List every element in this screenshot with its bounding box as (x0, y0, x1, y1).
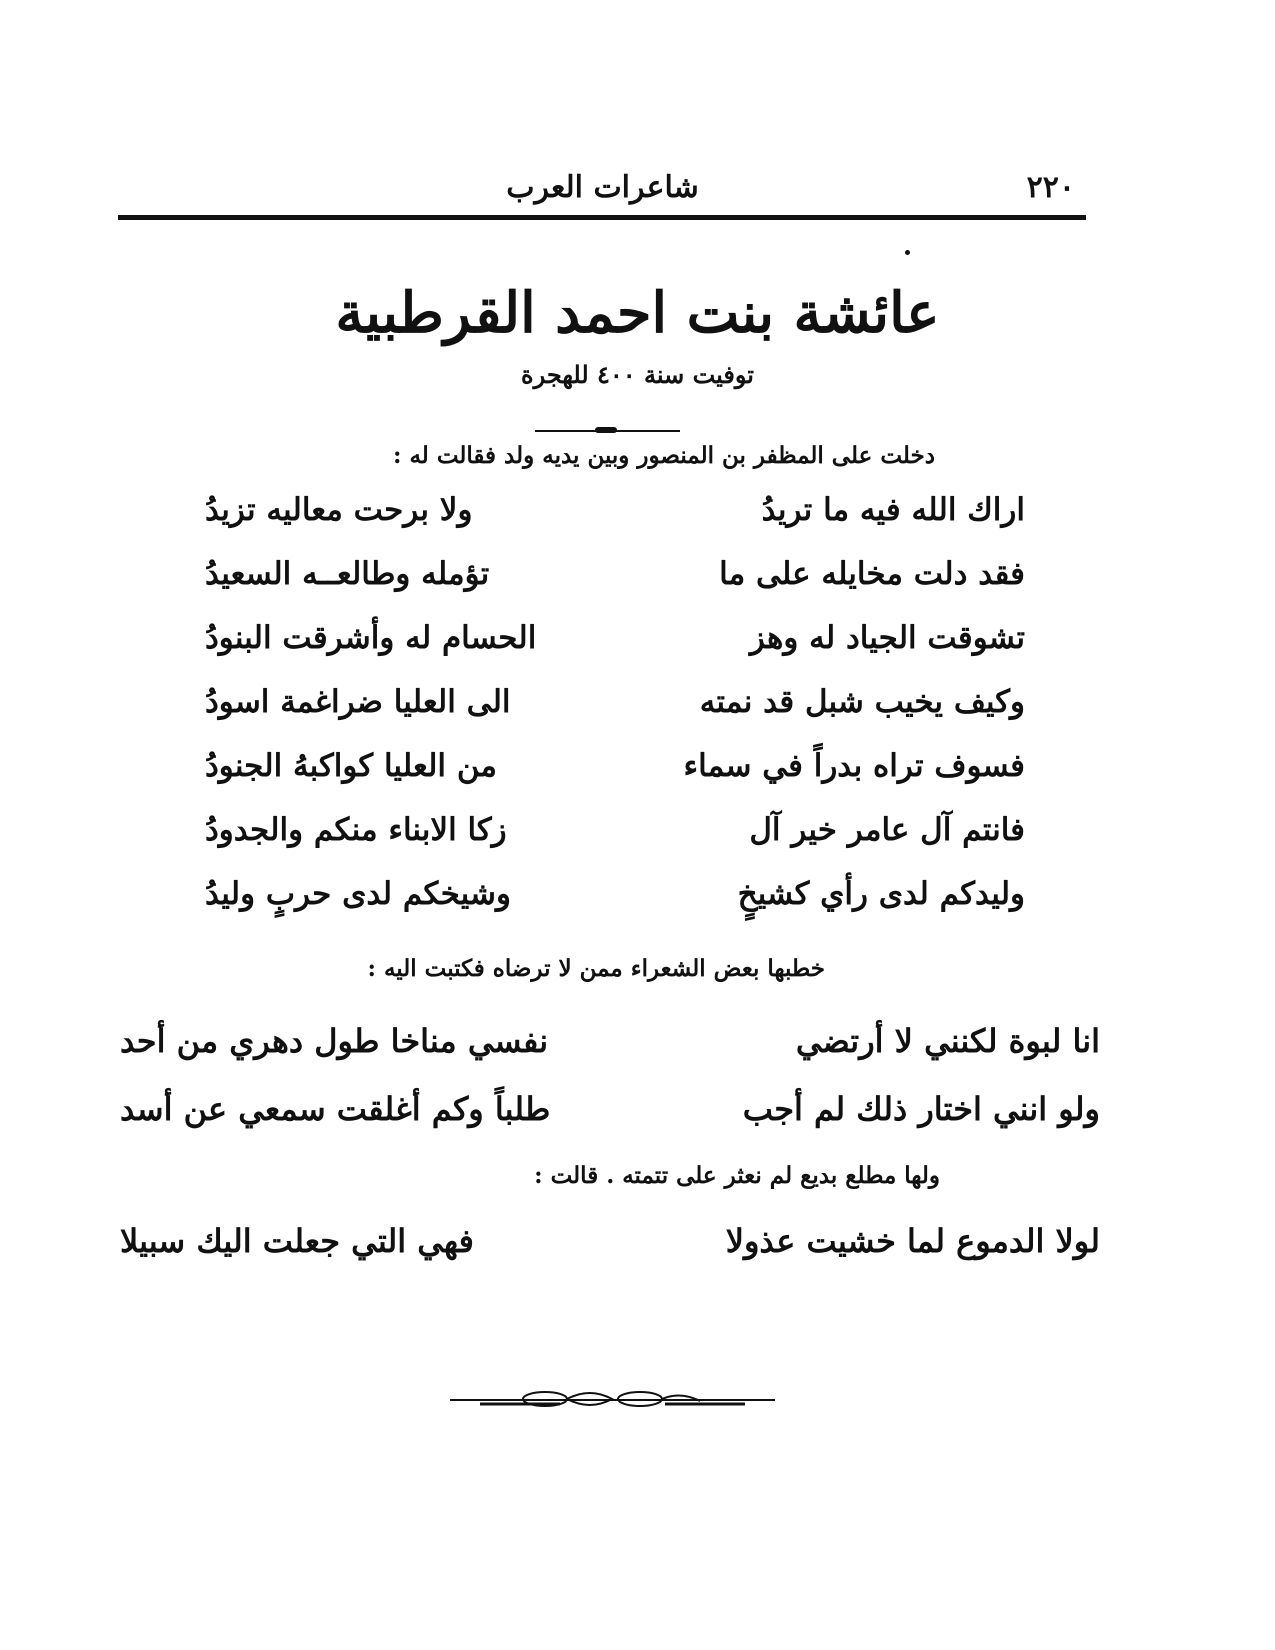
verse-second-hemistich: زكا الابناء منكم والجدودُ (205, 812, 507, 848)
verse-first-hemistich: وكيف يخيب شبل قد نمته (699, 684, 1025, 720)
verse-first-hemistich: وليدكم لدى رأي كشيخٍ (737, 876, 1025, 912)
entry-subtitle: توفيت سنة ٤٠٠ للهجرة (521, 360, 754, 389)
verse-line (120, 1090, 1100, 1136)
verse-first-hemistich: تشوقت الجياد له وهز (749, 620, 1025, 656)
verse-second-hemistich: وشيخكم لدى حربٍ وليدُ (205, 876, 511, 912)
ink-speck (905, 250, 910, 255)
verse-line (120, 1222, 1100, 1268)
verse-first-hemistich: اراك الله فيه ما تريدُ (761, 492, 1025, 528)
verse-line (205, 812, 1025, 858)
intro-paragraph-2: خطبها بعض الشعراء ممن لا ترضاه فكتبت اليه : (367, 955, 825, 982)
intro-paragraph-3: ولها مطلع بديع لم نعثر على تتمته . قالت : (534, 1162, 940, 1189)
verse-first-hemistich: فقد دلت مخايله على ما (719, 556, 1025, 592)
verse-line (205, 876, 1025, 922)
verse-first-hemistich: انا لبوة لكنني لا أرتضي (795, 1022, 1100, 1060)
page-number: ٢٢٠ (1026, 170, 1075, 205)
verse-first-hemistich: ولو انني اختار ذلك لم أجب (742, 1090, 1100, 1128)
verse-line (205, 748, 1025, 794)
intro-paragraph-1: دخلت على المظفر بن المنصور وبين يديه ولد فقالت له : (392, 442, 935, 469)
verse-second-hemistich: الحسام له وأشرقت البنودُ (205, 620, 537, 656)
entry-title: عائشة بنت احمد القرطبية (335, 280, 940, 346)
verse-line (205, 684, 1025, 730)
verse-first-hemistich: فانتم آل عامر خير آل (749, 812, 1025, 848)
verse-second-hemistich: تؤمله وطالعــه السعيدُ (205, 556, 490, 592)
running-title: شاعرات العرب (506, 170, 699, 205)
verse-second-hemistich: طلباً وكم أغلقت سمعي عن أسد (120, 1090, 551, 1128)
tailpiece-ornament (450, 1385, 775, 1415)
verse-second-hemistich: نفسي مناخا طول دهري من أحد (120, 1022, 549, 1060)
verse-second-hemistich: من العليا كواكبهُ الجنودُ (205, 748, 498, 784)
verse-second-hemistich: فهي التي جعلت اليك سبيلا (120, 1222, 474, 1260)
title-divider-ornament (595, 427, 617, 433)
verse-second-hemistich: الى العليا ضراغمة اسودُ (205, 684, 511, 720)
verse-first-hemistich: لولا الدموع لما خشيت عذولا (725, 1222, 1100, 1260)
page-header (120, 170, 1085, 210)
verse-second-hemistich: ولا برحت معاليه تزيدُ (205, 492, 473, 528)
verse-first-hemistich: فسوف تراه بدراً في سماء (683, 748, 1025, 784)
verse-line (205, 492, 1025, 538)
verse-line (120, 1022, 1100, 1068)
verse-line (205, 620, 1025, 666)
header-rule (118, 215, 1086, 220)
verse-line (205, 556, 1025, 602)
